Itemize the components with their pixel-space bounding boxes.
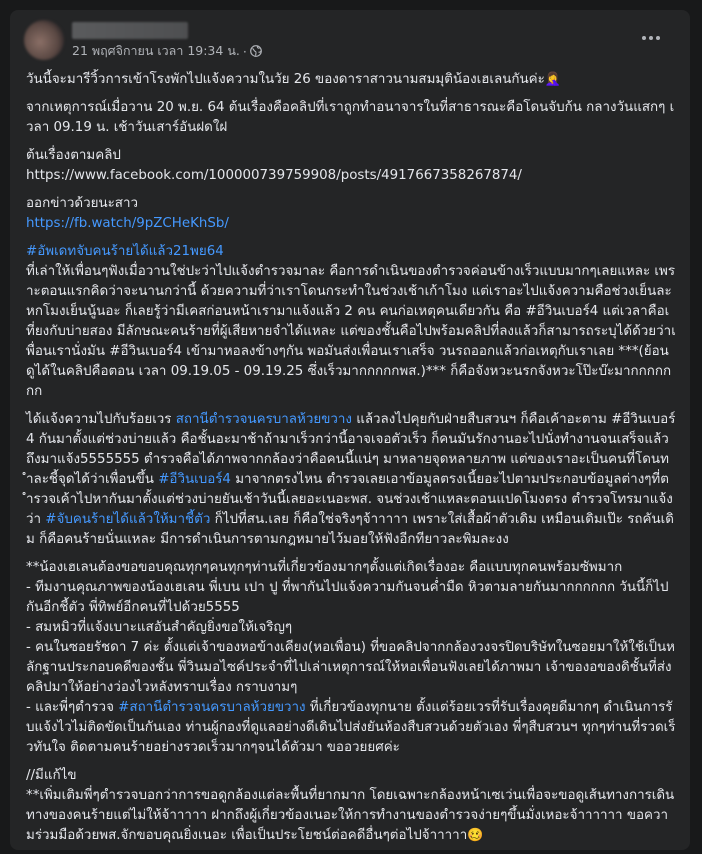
- hashtag-caught[interactable]: #จับคนร้ายได้แล้วให้มาชี้ตัว: [45, 512, 211, 527]
- paragraph-incident: จากเหตุการณ์เมื่อวาน 20 พ.ย. 64 ต้นเรื่องคือคลิปที่เราถูกทำอนาจารในที่สาธารณะคือโดนจับก้น กลางวันแสกๆ เวลา 09.19 น. เช้าวันเสาร์อันฝดใฝ: [26, 100, 675, 135]
- hashtag-police-station-2[interactable]: #สถานีตำรวจนครบาลห้วยขวาง: [118, 700, 306, 715]
- paragraph-update: #อัพเดทจับคนร้ายได้แล้ว21พย64 ที่เล่าให้เพื่อนๆฟังเมื่อวานใช่ปะว่าไปแจ้งตำรวจมาละ คือการดำเนินของตำรวจค่อนข้างเร็วแบบมากๆเลยแหละ เพราะตอนแรกคิดว่าจะนานกว่านี้ ด้วยความที่ว่าเราโดนกระทำในช่วงเช้าเก้าโมง แต่เราอะไปแจ้งความคือช่วงเย็นละหกโมงเย็นนู้นอะ ก็เลยรู้ว่ามีเคสก่อนหน้าเรามาแจ้งแล้ว 2 คน คนก่อเหตุคนเดียวกัน คือ #อีวินเบอร์4 แต่เวลาคือเที่ยงกับบ่ายสอง มีลักษณะคนร้ายที่ผู้เสียหายจำได้แหละ แต่ของชั้นคือไปพร้อมคลิปที่ลงแล้วก็สามารถระบุได้ด้วยว่าเพื่อนเรานั่งมัน #อีวินเบอร์4 เข้ามาหอลงข้างๆกัน พอมันส่งเพื่อนเราเสร็จ วนรถออกแล้วก่อเหตุกับเราเลย ***(ย้อนดูได้ในคลิปคือตอน เวลา 09.19.05 - 09.19.25 ซึ่งเร็วมากกกกกพส.)*** ก็คือจังหวะนรกจังหวะโป๊ะบ๊ะมากกกกกกก: [26, 244, 676, 399]
- hashtag-police-station[interactable]: สถานีตำรวจนครบาลห้วยขวาง: [175, 412, 352, 427]
- paragraph-source-clip: [26, 146, 676, 186]
- author-avatar[interactable]: [24, 20, 64, 60]
- post-timestamp[interactable]: 21 พฤศจิกายน เวลา 19:34 น.: [72, 43, 240, 58]
- paragraph-news: [26, 194, 676, 234]
- post-header: [10, 10, 690, 66]
- paragraph-thanks: **น้องเฮเลนต้องขอขอบคุณทุกๆคนทุกๆท่านที่เกี่ยวข้องมากๆตั้งแต่เกิดเรื่องอะ คือแบบทุกคนพร้อมซัพมาก - ทีมงานคุณภาพของน้องเฮเลน พี่เบน เปา ปู ที่พากันไปแจ้งความกันจนค่ำมืด หิวตามลายกันมากกกกกก วันนี้ก็ไปกันอีกชี้ตัว พี่ทิพย์อีกคนที่ไปด้วย5555 - สมหมิวที่แจ้งเบาะแสอันสำคัญยิ่งขอให้เจริญๆ - คนในซอยรัชดา 7 ค่ะ ตั้งแต่เจ้าของหอข้างเคียง(หอเพื่อน) ที่ขอคลิปจากกล้องวงจรปิดบริษัทในซอยมาให้ใช้เป็นหลักฐานประกอบคดีของชั้น พี่วินมอไซค์ประจำที่ไปเล่าเหตุการณ์ให้หอเพื่อนฟังเลยได้ภาพมา เจ้าของอของดิชั้นที่ส่งคลิปมาให้อย่างว่องไวหลังทราบเรื่อง กราบงามๆ - และพี่ๆตำรวจ #สถานีตำรวจนครบาลห้วยขวาง ที่เกี่ยวข้องทุกนาย ตั้งแต่ร้อยเวรที่รับเรื่องคุยดีมากๆ ดำเนินการรับแจ้งไวไม่ติดขัดเป็นกันเอง ท่านผู้กองที่ดูแลอย่างดีเดินไปส่งยันห้องสืบสวนด้วยตัวเอง พี่ๆสืบสวนฯ ทุกๆท่านที่รวดเร็วทันใจ ติดตามคนร้ายอย่างรวดเร็วมากๆจนได้ตัวมา ขออวยยศค่ะ: [26, 560, 676, 755]
- post-body: [26, 70, 676, 854]
- woman-facepalming-emoji-icon: 🤦‍♀️: [544, 72, 561, 87]
- hashtag-evin-4[interactable]: #อีวินเบอร์4: [158, 472, 231, 487]
- news-label: ออกข่าวด้วยนะสาว: [26, 196, 139, 211]
- meta-separator: ·: [242, 43, 247, 59]
- paragraph-police-report: ได้แจ้งความไปกับร้อยเวร สถานีตำรวจนครบาลห้วยขวาง แล้วลงไปคุยกับฝ่ายสืบสวนฯ ก็คือเค้าอะตาม #อีวินเบอร์4 กันมาตั้งแต่ช่วงบ่ายแล้ว คือชั้นอะมาช้าถ้ามาเร็วกว่านี้อาจเจอตัวเร็ว ก็คนมันรักงานอะไปนั่งทำงานจนเสร็จแล้วถึงมาแจ้ง5555555 ตำรวจคือได้ภาพจากกล้องว่าคือคนนี้แน่ๆ มาหลายจุดหลายภาพ แต่ของเราอะเป็นคนที่โดนทำละชี้จุดได้ว่าเพื่อนขึ้น #อีวินเบอร์4 มาจากตรงไหน ตำรวจเลยเอาข้อมูลตรงเนี้ยอะไปตามประกอบข้อมูลต่างๆที่ตำรวจเค้าไปหากันมาตั้งแต่ช่วงบ่ายยันเช้าวันนี้เลยอะเนอะพส. จนช่วงเช้าแหละตอนแปดโมงตรง ตำรวจโทรมาแจ้งว่า #จับคนร้ายได้แล้วให้มาชี้ตัว ก็ไปที่สน.เลย ก็คือใช่จริงๆจ้าาาาา เพราะใส่เสื้อผ้าตัวเดิม เหมือนเดิมเป๊ะ รถคันเดิม ก็คือคนร้ายนั่นแหละ มีการดำเนินการตามกฎหมายไว้มอยให้ฟังอีกทียาวละพิมละงง: [26, 412, 676, 547]
- source-clip-label: ต้นเรื่องตามคลิป: [26, 148, 121, 163]
- globe-icon: [250, 45, 262, 57]
- author-name-redacted[interactable]: [72, 22, 188, 39]
- paragraph-intro: วันนี้จะมารีวิ้วการเข้าโรงพักไปแจ้งความในวัย 26 ของดาราสาวนามสมมุติน้องเฮเลนกันค่ะ🤦‍♀️: [26, 72, 561, 87]
- smiling-face-emoji-icon: 🥴: [467, 828, 484, 843]
- post-meta: [72, 41, 262, 61]
- more-options-button[interactable]: [636, 28, 666, 48]
- news-link[interactable]: https://fb.watch/9pZCHeKhSb/: [26, 216, 229, 231]
- more-horizontal-icon: [642, 36, 646, 40]
- post-card: [10, 10, 690, 850]
- source-clip-url[interactable]: https://www.facebook.com/100000739759908/posts/4917667358267874/: [26, 168, 522, 183]
- paragraph-edit: //มีแก้ไข **เพิ่มเติมพี่ๆตำรวจบอกว่าการขอดูกล้องแต่ละพื้นที่ยากมาก โดยเฉพาะกล้องหน้าเซเว่นเพื่อจะขอดูเส้นทางการเดินทางของคนร้ายแต่ไม่ให้จ้าาาาา ฝากถึงผู้เกี่ยวข้องเนอะให้การทำงานของตำรวจง่ายๆขึ้นมั่งเหอะจ้าาาาาา ขอความร่วมมือด้วยพส.จักขอบคุณยิ่งเนอะ เพื่อเป็นประโยชน์ต่อคดีอื่นๆต่อไปจ้าาาาา🥴: [26, 768, 675, 843]
- hashtag-update[interactable]: #อัพเดทจับคนร้ายได้แล้ว21พย64: [26, 244, 224, 259]
